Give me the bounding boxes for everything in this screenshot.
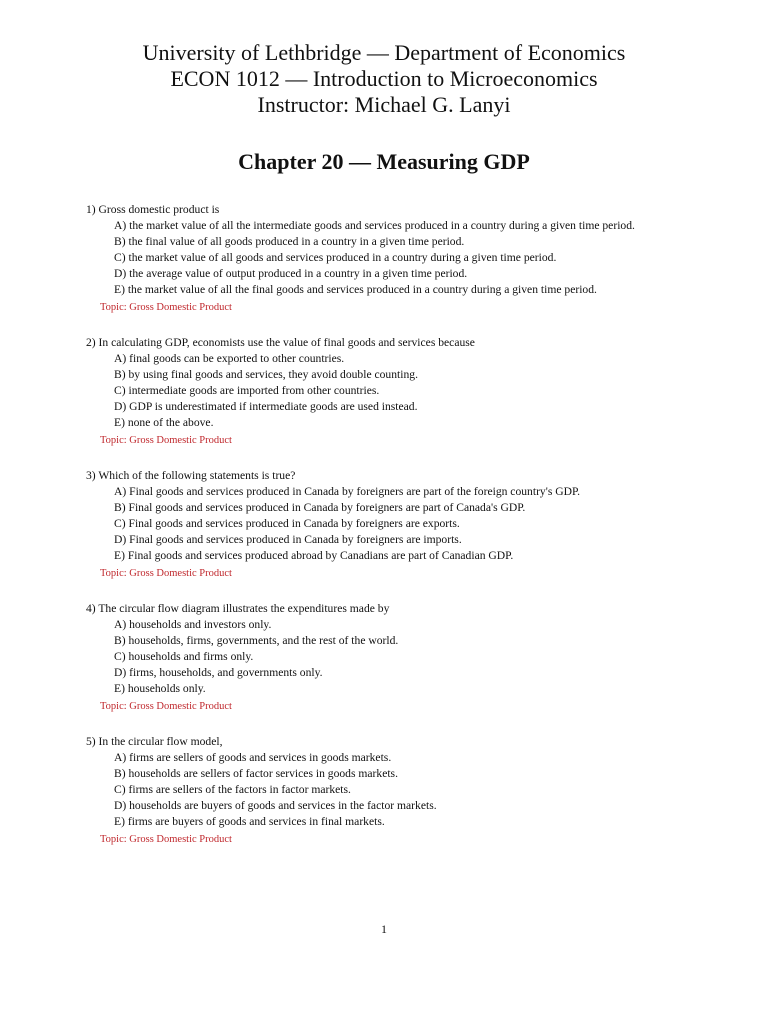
answer-option-d: D) firms, households, and governments only. (114, 666, 323, 679)
answer-option-a: A) households and investors only. (114, 618, 272, 631)
answer-option-b: B) the final value of all goods produced in a country in a given time period. (114, 235, 465, 248)
answer-option-d: D) the average value of output produced in a country in a given time period. (114, 267, 468, 280)
answer-option-c: C) intermediate goods are imported from other countries. (114, 384, 380, 397)
answer-option-e: E) none of the above. (114, 416, 214, 429)
topic-label: Topic: Gross Domestic Product (100, 302, 232, 313)
answer-option-d: D) households are buyers of goods and services in the factor markets. (114, 799, 437, 812)
course-line: ECON 1012 — Introduction to Microeconomics (170, 66, 598, 91)
question-3 (86, 468, 706, 582)
answer-option-e: E) Final goods and services produced abroad by Canadians are part of Canadian GDP. (114, 549, 514, 562)
question-1 (86, 202, 706, 316)
answer-option-a: A) firms are sellers of goods and services in goods markets. (114, 751, 392, 764)
answer-option-b: B) households are sellers of factor services in goods markets. (114, 767, 398, 780)
answer-option-b: B) households, firms, governments, and the rest of the world. (114, 634, 399, 647)
answer-option-a: A) the market value of all the intermediate goods and services produced in a country during a given time period. (114, 219, 635, 232)
question-list (86, 202, 706, 867)
question-stem: 1) Gross domestic product is (86, 203, 220, 216)
question-stem: 2) In calculating GDP, economists use the value of final goods and services because (86, 336, 475, 349)
answer-option-d: D) Final goods and services produced in Canada by foreigners are imports. (114, 533, 462, 546)
answer-option-c: C) Final goods and services produced in Canada by foreigners are exports. (114, 517, 460, 530)
question-5 (86, 734, 706, 848)
answer-option-e: E) the market value of all the final goods and services produced in a country during a given time period. (114, 283, 597, 296)
topic-label: Topic: Gross Domestic Product (100, 568, 232, 579)
answer-option-c: C) the market value of all goods and services produced in a country during a given time period. (114, 251, 557, 264)
topic-label: Topic: Gross Domestic Product (100, 435, 232, 446)
answer-option-c: C) firms are sellers of the factors in factor markets. (114, 783, 351, 796)
answer-option-a: A) final goods can be exported to other countries. (114, 352, 345, 365)
topic-label: Topic: Gross Domestic Product (100, 834, 232, 845)
question-stem: 3) Which of the following statements is true? (86, 469, 296, 482)
question-4 (86, 601, 706, 715)
question-2 (86, 335, 706, 449)
answer-option-a: A) Final goods and services produced in Canada by foreigners are part of the foreign country's GDP. (114, 485, 581, 498)
answer-option-c: C) households and firms only. (114, 650, 254, 663)
answer-option-e: E) firms are buyers of goods and services in final markets. (114, 815, 385, 828)
question-stem: 4) The circular flow diagram illustrates the expenditures made by (86, 602, 390, 615)
instructor-line: Instructor: Michael G. Lanyi (257, 92, 511, 117)
topic-label: Topic: Gross Domestic Product (100, 701, 232, 712)
answer-option-e: E) households only. (114, 682, 206, 695)
question-stem: 5) In the circular flow model, (86, 735, 223, 748)
answer-option-b: B) by using final goods and services, they avoid double counting. (114, 368, 418, 381)
answer-option-d: D) GDP is underestimated if intermediate goods are used instead. (114, 400, 418, 413)
chapter-title: Chapter 20 — Measuring GDP (238, 149, 530, 174)
document-header (0, 40, 768, 118)
page-number: 1 (381, 922, 387, 936)
answer-option-b: B) Final goods and services produced in Canada by foreigners are part of Canada's GDP. (114, 501, 526, 514)
university-department-line: University of Lethbridge — Department of Economics (142, 40, 626, 65)
